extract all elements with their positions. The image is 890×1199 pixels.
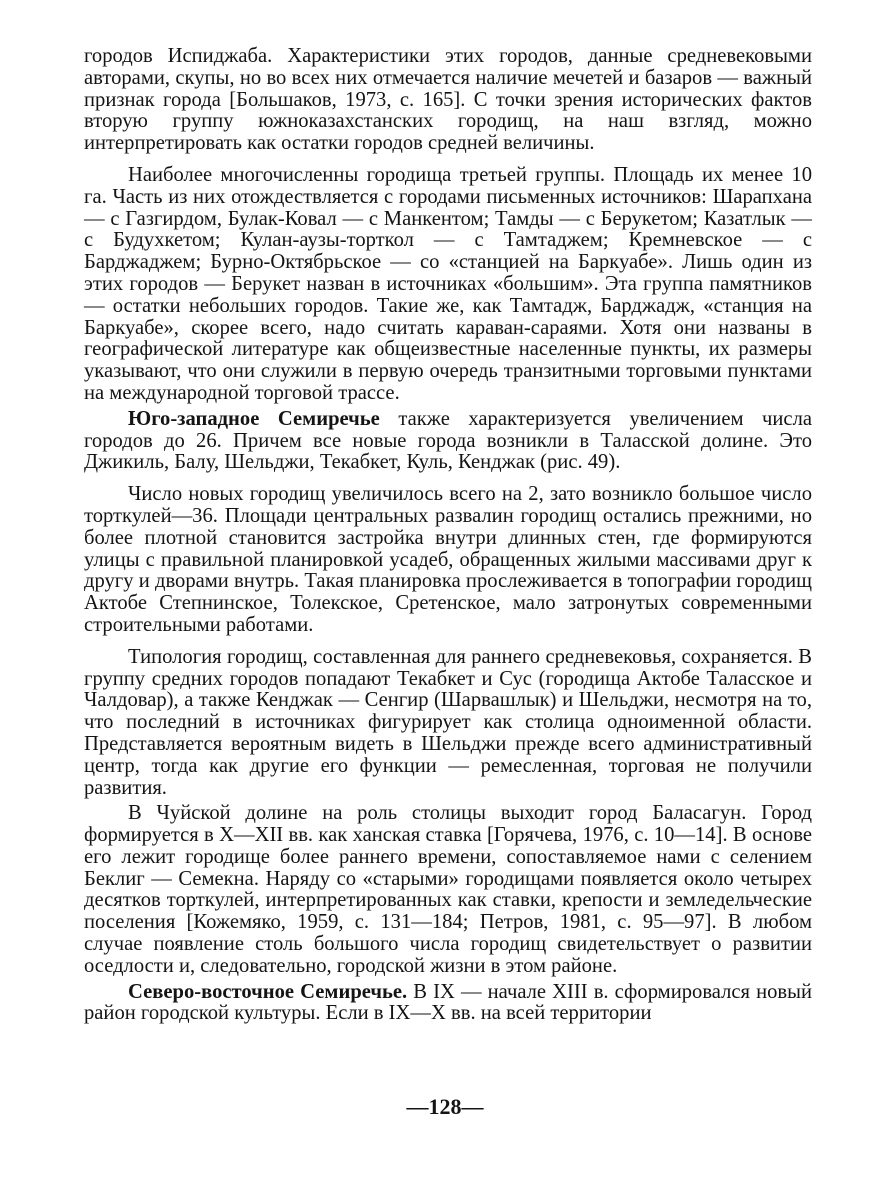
paragraph-5-text: Типология городищ, составленная для раннего средневековья, сохраняется. В группу средних городов попадают Текабкет и Сус (городища Актобе Таласское и Чалдовар), а также Кенджак — Сенгир (Шарвашлык) и Шельджи, несмотря на то, что последний в источниках фигурирует как столица одноименной области. Представляется вероятным видеть в Шельджи прежде всего административный центр, тогда как другие его функции — ремесленная, торговая не получили развития. [84, 645, 812, 799]
paragraph-6-text: В Чуйской долине на роль столицы выходит город Баласагун. Город формируется в X—XII вв. как ханская ставка [Горячева, 1976, с. 10—14]. В основе его лежит городище более раннего времени, сопоставляемое нами с селением Беклиг — Семекна. Наряду со «старыми» городищами появляется около четырех десятков торткулей, интерпретированных как ставки, крепости и земледельческие поселения [Кожемяко, 1959, с. 131—184; Петров, 1981, с. 95—97]. В любом случае появление столь большого числа городищ свидетельствует о развитии оседлости и, следовательно, городской жизни в этом районе. [84, 802, 812, 977]
paragraph-2 [84, 165, 812, 405]
paragraph-2-text: Наиболее многочисленны городища третьей группы. Площадь их менее 10 га. Часть из них отождествляется с городами письменных источников: Шарапхана — с Газгирдом, Булак-Ковал — с Манкентом; Тамды — с Берукетом; Казатлык — с Будухкетом; Кулан-аузы-торткол — с Тамтаджем; Кремневское — с Барджаджем; Бурно-Октябрьское — со «станцией на Баркуабе». Лишь один из этих городов — Берукет назван в источниках «большим». Эта группа памятников — остатки небольших городов. Такие же, как Тамтадж, Барджадж, «станция на Баркуабе», скорее всего, надо считать караван-сараями. Хотя они названы в географической литературе как общеизвестные населенные пункты, их размеры указывают, что они служили в первую очередь транзитными торговыми пунктами на международной торговой трассе. [84, 163, 812, 404]
paragraph-4 [84, 484, 812, 637]
paragraph-6 [84, 803, 812, 977]
section-heading-southwest-semirechye: Юго-западное Семиречье [128, 407, 380, 430]
section-heading-northeast-semirechye: Северо-восточное Семиречье. [128, 980, 408, 1003]
paragraph-3 [84, 409, 812, 474]
paragraph-7-text: В IX — начале XIII в. сформировался новый район городской культуры. Если в IX—X вв. на всей территории [84, 980, 812, 1025]
paragraph-7 [84, 982, 812, 1026]
paragraph-1 [84, 46, 812, 155]
body-text [84, 46, 812, 1025]
paragraph-3-text: также характеризуется увеличением числа городов до 26. Причем все новые города возникли в Таласской долине. Это Джикиль, Балу, Шельджи, Текабкет, Куль, Кенджак (рис. 49). [84, 407, 812, 474]
paragraph-4-text: Число новых городищ увеличилось всего на 2, зато возникло большое число торткулей—36. Площади центральных развалин городищ остались прежними, но более плотной становится застройка внутри длинных стен, где формируются улицы с правильной планировкой усадеб, обращенных жилыми массивами друг к другу и дворами внутрь. Такая планировка прослеживается в топографии городищ Актобе Степнинское, Толекское, Сретенское, мало затронутых современными строительными работами. [84, 483, 812, 636]
paragraph-5 [84, 647, 812, 800]
page-number: —128— [406, 1094, 484, 1119]
paragraph-1-text: городов Испиджаба. Характеристики этих городов, данные средневековыми авторами, скупы, но во всех них отмечается наличие мечетей и базаров — важный признак города [Большаков, 1973, с. 165]. С точки зрения исторических фактов вторую группу южноказахстанских городищ, на наш взгляд, можно интерпретировать как остатки городов средней величины. [84, 45, 812, 155]
